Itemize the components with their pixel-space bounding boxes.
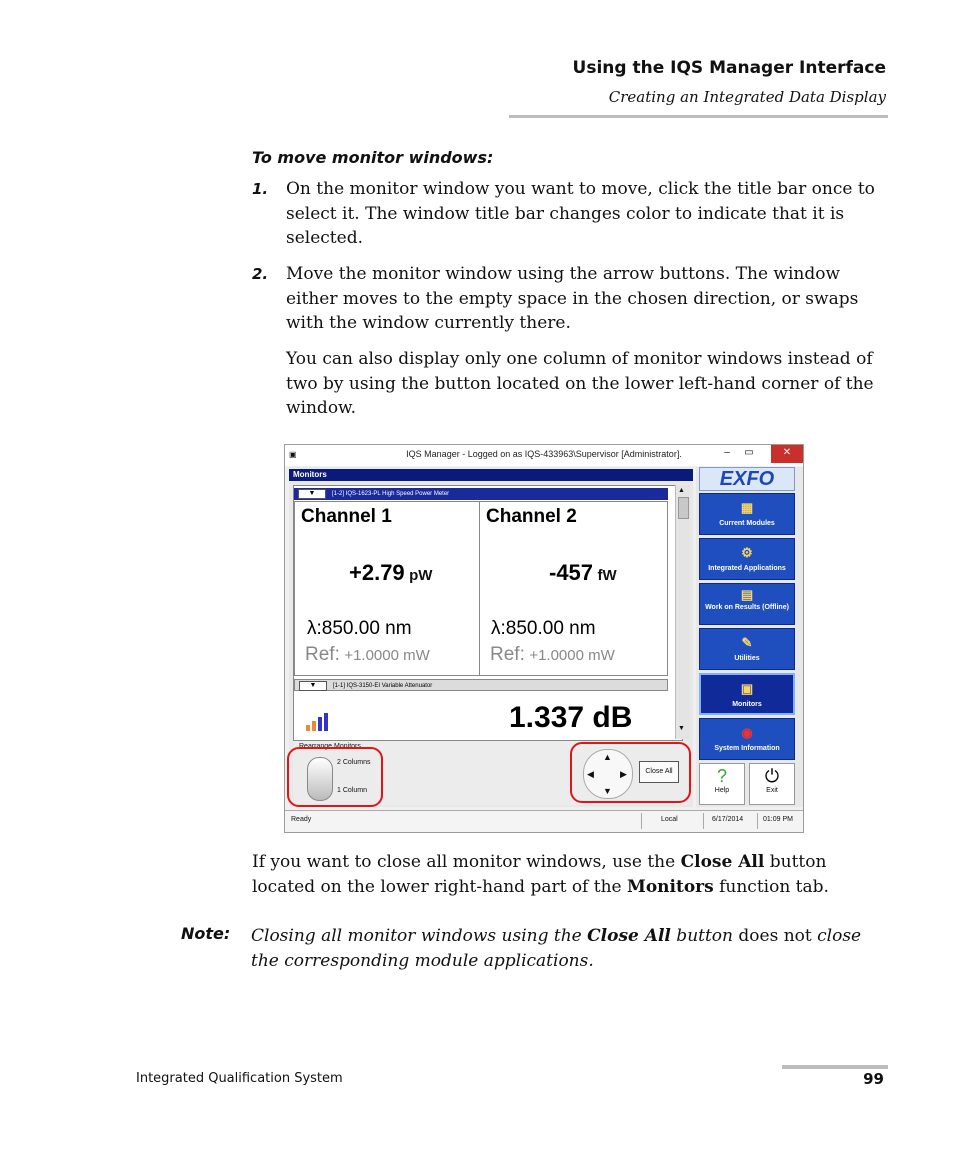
closing-paragraph: If you want to close all monitor windows, use the Close All button located on the lower right-hand part of the Monitors function tab. [252,852,829,897]
applications-icon: ⚙ [741,545,753,560]
lambda-symbol: λ: [491,618,506,639]
bar-graph-icon [306,713,328,731]
monitors-icon: ▣ [740,681,754,696]
monitor2-titlebar[interactable] [294,679,668,691]
highlight-arrows-close-all [570,742,691,803]
rearrange-label: Rearrange Monitors [299,743,361,750]
channel-divider [479,502,480,675]
step-2-text: Move the monitor window using the arrow buttons. The window either moves to the empty space in the chosen direction, or swaps with the window currently there. [286,264,859,333]
minimize-icon[interactable]: – [724,447,730,458]
channel2-reading [549,560,617,586]
results-icon: ▤ [740,587,754,602]
note-label: Note: [181,924,231,943]
channel2-wavelength-line [491,618,596,640]
channel1-name: Channel 1 [301,506,392,527]
channel1-ref-value: +1.0000 mW [344,647,430,664]
arrow-up-icon[interactable]: ▲ [603,752,612,762]
highlight-column-toggle [287,747,383,807]
channel2-ref-label: Ref: [490,644,525,665]
step-1-number: 1. [252,180,269,198]
status-divider [757,813,758,829]
monitor1-titlebar[interactable] [294,488,668,500]
channel1-wavelength: 850.00 nm [321,618,412,639]
status-divider [703,813,704,829]
scroll-up-icon[interactable]: ▲ [678,487,685,494]
channel1-ref-label: Ref: [305,644,340,665]
step-2-number: 2. [252,265,269,283]
app-icon: ▣ [289,450,297,459]
channel1-unit: pW [409,567,433,584]
status-bar [285,810,803,833]
step-1-text: On the monitor window you want to move, click the title bar once to select it. The window title bar changes color to indicate that it is selected. [286,179,875,248]
note-text: Closing all monitor windows using the Close All button does not close the corresponding module applications. [251,926,862,971]
channel1-wavelength-line [307,618,412,640]
monitor1-title: [1-2] IQS-1623-PL High Speed Power Meter [332,491,450,497]
function-sidebar [696,467,804,807]
arrow-left-icon[interactable]: ◀ [587,769,594,779]
status-mode: Local [661,816,678,823]
close-icon[interactable]: ✕ [771,445,803,463]
close-all-button[interactable]: Close All [639,761,679,783]
system-info-icon: ◉ [741,725,753,740]
monitor2-title: [1-1] IQS-3150-EI Variable Attenuator [333,683,433,689]
scroll-thumb[interactable] [678,497,689,519]
channel1-ref-line [305,644,430,666]
chevron-down-icon[interactable]: ▼ [299,681,327,691]
one-column-option[interactable]: 1 Column [337,787,367,794]
channel2-wavelength: 850.00 nm [505,618,596,639]
utilities-icon: ✎ [741,635,753,650]
integrated-applications-button[interactable]: ⚙ Integrated Applications [699,538,795,580]
arrow-down-icon[interactable]: ▼ [603,786,612,796]
arrow-right-icon[interactable]: ▶ [620,769,627,779]
page-number: 99 [863,1070,884,1088]
monitors-header: Monitors [289,469,693,481]
exfo-logo: EXFO [699,467,795,491]
window-title: IQS Manager - Logged on as IQS-433963\Supervisor [Administrator]. [406,449,682,459]
section-title: Creating an Integrated Data Display [608,88,886,106]
utilities-button[interactable]: ✎ Utilities [699,628,795,670]
channel2-ref-line [490,644,615,666]
step-2-extra: You can also display only one column of monitor windows instead of two by using the button located on the lower left-hand corner of the window. [286,349,874,418]
channel2-value: -457 [549,560,594,585]
two-columns-option[interactable]: 2 Columns [337,759,371,766]
help-button[interactable]: ? Help [699,763,745,805]
header-rule [509,115,888,118]
status-date: 6/17/2014 [712,816,744,823]
status-ready: Ready [291,816,312,823]
monitor2-panel [294,691,668,739]
monitors-button[interactable]: ▣ Monitors [699,673,795,715]
channel1-value: +2.79 [349,560,405,585]
channel2-unit: fW [597,567,617,584]
chevron-down-icon[interactable]: ▼ [298,489,326,499]
procedure-title: To move monitor windows: [252,148,494,167]
monitor-scrollbar[interactable] [675,485,690,739]
exit-button[interactable]: ⏻ Exit [749,763,795,805]
iqs-manager-screenshot [284,444,804,833]
maximize-icon[interactable]: ▭ [744,447,754,458]
work-on-results-button[interactable]: ▤ Work on Results (Offline) [699,583,795,625]
attenuation-value: 1.337 dB [509,701,633,734]
modules-icon: ▦ [740,500,754,515]
status-divider [641,813,642,829]
monitor1-panel [294,501,668,676]
lambda-symbol: λ: [307,618,322,639]
footer-title: Integrated Qualification System [136,1071,343,1086]
footer-rule [782,1065,888,1069]
help-icon: ? [716,766,727,786]
monitor-area [293,485,683,741]
current-modules-button[interactable]: ▦ Current Modules [699,493,795,535]
channel2-ref-value: +1.0000 mW [529,647,615,664]
chapter-title: Using the IQS Manager Interface [572,58,886,78]
window-titlebar [285,445,803,466]
system-information-button[interactable]: ◉ System Information [699,718,795,760]
power-icon: ⏻ [764,766,780,786]
status-time: 01:09 PM [763,816,793,823]
scroll-down-icon[interactable]: ▼ [678,725,685,732]
channel1-reading [349,560,432,586]
channel2-name: Channel 2 [486,506,577,527]
